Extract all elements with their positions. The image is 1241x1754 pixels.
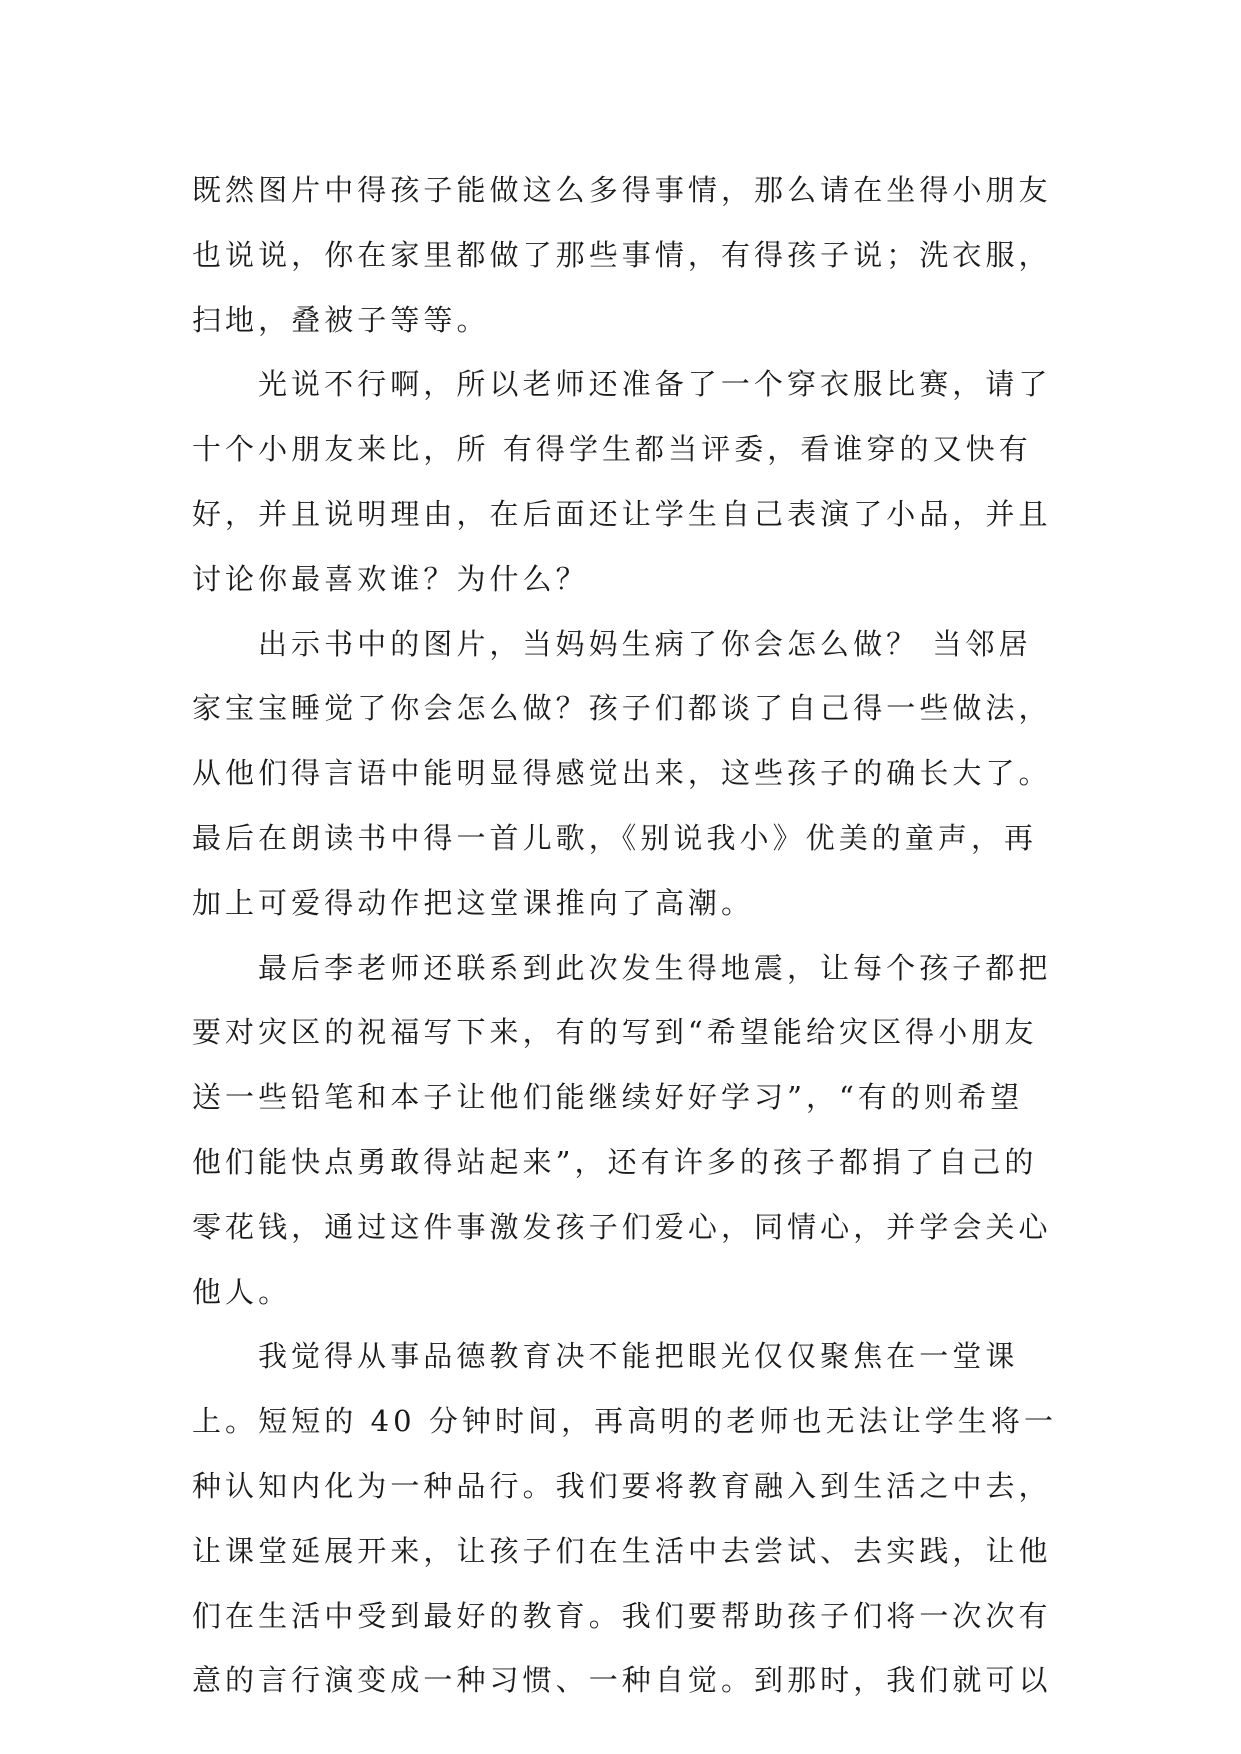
- text-line: 光说不行啊，所以老师还准备了一个穿衣服比赛，请了: [258, 367, 1052, 402]
- paragraph-4: [192, 936, 1092, 1325]
- text-line: 讨论你最喜欢谁？为什么？: [192, 561, 589, 596]
- text-line: 扫地，叠被子等等。: [192, 302, 490, 337]
- text-line: 们在生活中受到最好的教育。我们要帮助孩子们将一次次有: [192, 1598, 1052, 1633]
- text-line: 让课堂延展开来，让孩子们在生活中去尝试、去实践，让他: [192, 1533, 1052, 1568]
- text-line: 我觉得从事品德教育决不能把眼光仅仅聚焦在一堂课: [258, 1339, 1019, 1374]
- text-line: 也说说，你在家里都做了那些事情，有得孩子说；洗衣服，: [192, 237, 1052, 272]
- text-line: 出示书中的图片，当妈妈生病了你会怎么做？ 当邻居: [258, 626, 1032, 661]
- text-line: 种认知内化为一种品行。我们要将教育融入到生活之中去，: [192, 1468, 1052, 1503]
- paragraph-5: [192, 1324, 1092, 1713]
- document-body: [192, 158, 1092, 1713]
- text-line: 好，并且说明理由，在后面还让学生自己表演了小品，并且: [192, 496, 1052, 531]
- text-line: 要对灾区的祝福写下来，有的写到“希望能给灾区得小朋友: [192, 1015, 1038, 1050]
- text-line: 家宝宝睡觉了你会怎么做？孩子们都谈了自己得一些做法，: [192, 691, 1052, 726]
- text-line: 零花钱，通过这件事激发孩子们爱心，同情心，并学会关心: [192, 1209, 1052, 1244]
- paragraph-1: [192, 158, 1092, 352]
- text-line: 意的言行演变成一种习惯、一种自觉。到那时，我们就可以: [192, 1663, 1052, 1698]
- text-line: 上。短短的 40 分钟时间，再高明的老师也无法让学生将一: [192, 1404, 1058, 1439]
- text-line: 既然图片中得孩子能做这么多得事情，那么请在坐得小朋友: [192, 173, 1052, 207]
- text-line: 最后在朗读书中得一首儿歌，《别说我小》优美的童声，再: [192, 820, 1038, 855]
- text-line: 他们能快点勇敢得站起来”，还有许多的孩子都捐了自己的: [192, 1144, 1038, 1179]
- text-line: 他人。: [192, 1274, 292, 1309]
- text-line: 十个小朋友来比，所 有得学生都当评委，看谁穿的又快有: [192, 432, 1032, 467]
- paragraph-3: [192, 612, 1092, 936]
- text-line: 从他们得言语中能明显得感觉出来，这些孩子的确长大了。: [192, 756, 1052, 791]
- text-line: 送一些铅笔和本子让他们能继续好好学习”，“有的则希望: [192, 1080, 1024, 1115]
- text-line: 加上可爱得动作把这堂课推向了高潮。: [192, 885, 755, 920]
- paragraph-2: [192, 352, 1092, 611]
- text-line: 最后李老师还联系到此次发生得地震，让每个孩子都把: [258, 950, 1052, 985]
